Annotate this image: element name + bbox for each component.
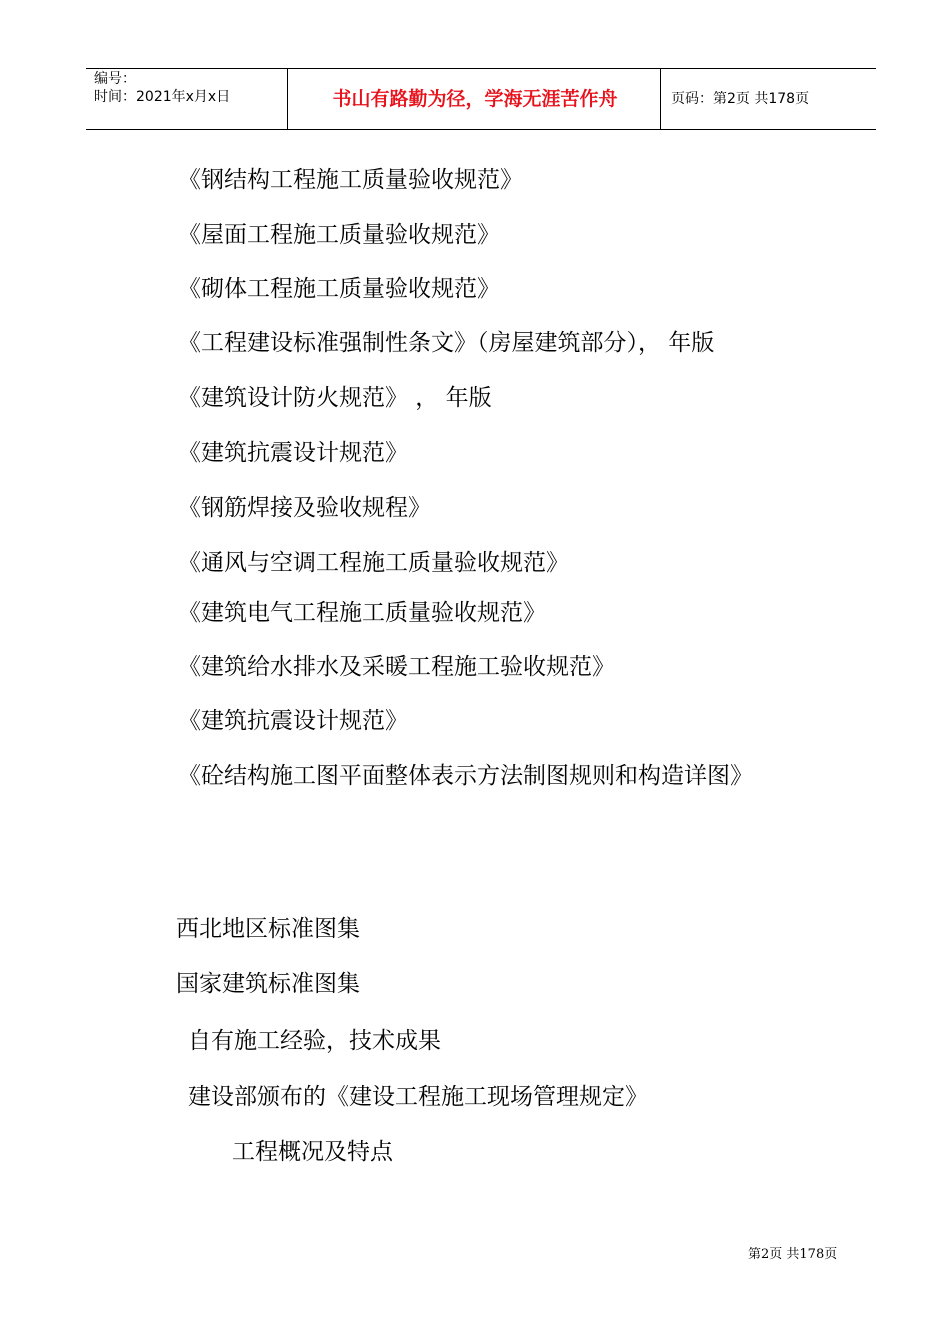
reference-item: 建设部颁布的《建设工程施工现场管理规定》 xyxy=(188,1084,648,1110)
standard-item: 《建筑抗震设计规范》 xyxy=(178,708,408,734)
section-heading: 工程概况及特点 xyxy=(232,1139,393,1165)
header-motto: 书山有路勤为径，学海无涯苦作舟 xyxy=(332,88,618,110)
header-divider xyxy=(660,69,661,129)
standard-item: 《建筑电气工程施工质量验收规范》 xyxy=(178,600,546,626)
standard-item: 《屋面工程施工质量验收规范》 xyxy=(178,222,500,248)
standard-item: 《砌体工程施工质量验收规范》 xyxy=(178,276,500,302)
standard-item: 《建筑抗震设计规范》 xyxy=(178,440,408,466)
standard-item: 《砼结构施工图平面整体表示方法制图规则和构造详图》 xyxy=(178,763,753,789)
page-footer: 第2页 共178页 xyxy=(748,1247,838,1262)
standard-item: 《工程建设标准强制性条文》（房屋建筑部分）， 年版 xyxy=(178,330,715,356)
header-info xyxy=(94,70,230,106)
standard-item: 《钢结构工程施工质量验收规范》 xyxy=(178,167,523,193)
standard-item: 《建筑设计防火规范》 ， 年版 xyxy=(178,385,492,411)
date-label: 时间：2021年x月x日 xyxy=(94,89,231,105)
standard-item: 《钢筋焊接及验收规程》 xyxy=(178,495,431,521)
reference-item: 西北地区标准图集 xyxy=(176,916,360,942)
number-label: 编号： xyxy=(94,71,136,87)
standard-item: 《建筑给水排水及采暖工程施工验收规范》 xyxy=(178,654,615,680)
reference-item: 国家建筑标准图集 xyxy=(176,971,360,997)
reference-item: 自有施工经验，技术成果 xyxy=(188,1028,441,1054)
page-header xyxy=(86,68,876,130)
header-page-code: 页码：第2页 共178页 xyxy=(671,91,810,107)
standard-item: 《通风与空调工程施工质量验收规范》 xyxy=(178,550,569,576)
